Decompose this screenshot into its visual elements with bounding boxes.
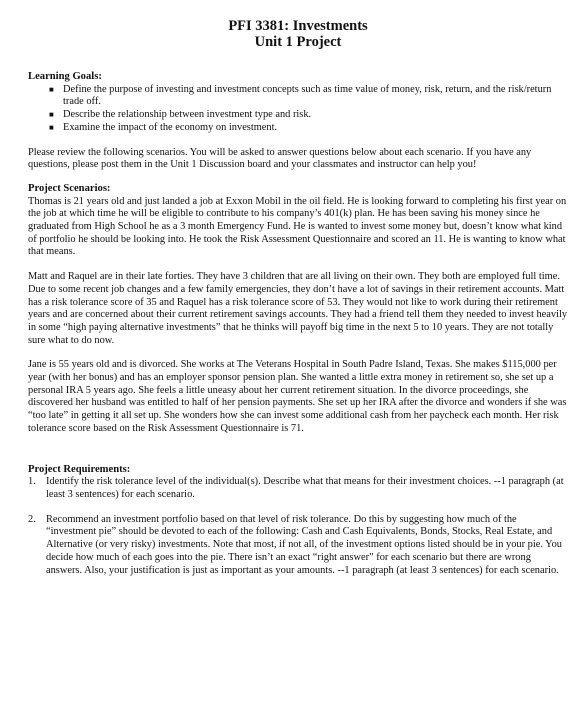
title-line-2: Unit 1 Project — [254, 34, 342, 50]
requirement-text: Recommend an investment portfolio based on that level of risk tolerance. Do this by suggesting how much of the “investment pie” should be devoted to each of the following: Cash and Cash Equivalents, Bonds, Stocks, Real Estate, and Alternative (or very risky) investments. Note that most, if not all, of the investment options listed should be in your pie. You decide how much of each goes into the pie. There isn’t an exact “right answer” for each scenario but there are wrong answers. Also, your justification is just as important as your amounts. --1 paragraph (at least 3 sentences) for each scenario. — [46, 513, 562, 576]
goal-text: Examine the impact of the economy on investment. — [63, 121, 278, 133]
learning-goals-list — [28, 84, 568, 135]
goal-text: Describe the relationship between investment type and risk. — [63, 109, 312, 121]
item-number: 2. — [28, 513, 36, 525]
goal-text: Define the purpose of investing and investment concepts such as time value of money, risk, return, and the risk/return trade off. — [63, 83, 552, 108]
learning-goals-section — [28, 71, 568, 135]
intro-paragraph: Please review the following scenarios. You will be asked to answer questions below about each scenario. If you have any questions, please post them in the Unit 1 Discussion board and your classmates and instructor can help you! — [28, 146, 532, 171]
bullet-icon: ■ — [49, 84, 54, 94]
requirements-list — [28, 476, 568, 577]
scenarios-section — [28, 183, 568, 436]
item-number: 1. — [28, 476, 36, 488]
list-item — [28, 513, 568, 578]
requirements-section — [28, 464, 568, 578]
title-line-1: PFI 3381: Investments — [228, 18, 368, 34]
scenario-matt-raquel: Matt and Raquel are in their late forties. They have 3 children that are all living on their own. They both are employed full time. Due to some recent job changes and a few family emergencies, they don’t have a lot of savings in their retirement accounts. Matt has a risk tolerance score of 35 and Raquel has a risk tolerance score of 53. They would not like to work during their retirement years and are concerned about their current retirement savings accounts. They had a friend tell them they needed to invest heavily in some “high paying alternative investments” that he thinks will payoff big time in the next 5 to 10 years. They are not totally sure what to do now. — [28, 271, 568, 346]
list-item — [49, 83, 568, 109]
bullet-icon: ■ — [49, 110, 54, 120]
list-item — [28, 476, 568, 501]
requirements-heading: Project Requirements: — [28, 463, 131, 475]
learning-goals-heading: Learning Goals: — [28, 71, 102, 82]
list-item — [49, 109, 568, 122]
requirement-text: Identify the risk tolerance level of the individual(s). Describe what that means for their investment choices. --1 paragraph (at least 3 sentences) for each scenario. — [46, 476, 564, 500]
document-title — [28, 18, 568, 50]
scenarios-heading: Project Scenarios: — [28, 182, 111, 194]
scenario-jane: Jane is 55 years old and is divorced. She works at The Veterans Hospital in South Padre Island, Texas. She makes $115,000 per year (with her bonus) and has an employer sponsor pension plan. She wanted a little extra money in retirement so, she set up a personal IRA 5 years ago. She feels a little uneasy about her current retirement situation. In the divorce proceedings, she discovered her husband was entitled to half of her pension payments. She set up her IRA after the divorce and wonders if she was “too late” in getting it all set up. She wonders how she can invest some additional cash from her paycheck each month. Her risk tolerance score based on the Risk Assessment Questionnaire is 71. — [28, 359, 567, 434]
bullet-icon: ■ — [49, 122, 54, 132]
scenario-thomas: Thomas is 21 years old and just landed a job at Exxon Mobil in the oil field. He is looking forward to completing his first year on the job at which time he will be eligible to contribute to his company’s 401(k) plan. He has been saving his money since he graduated from High School he as a 3 month Emergency Fund. He is wanted to invest some money but, doesn’t know what kind of portfolio he should be looking into. He took the Risk Assessment Questionnaire and scored an 11. He is wanting to know what that means. — [28, 195, 567, 258]
list-item — [49, 121, 568, 135]
